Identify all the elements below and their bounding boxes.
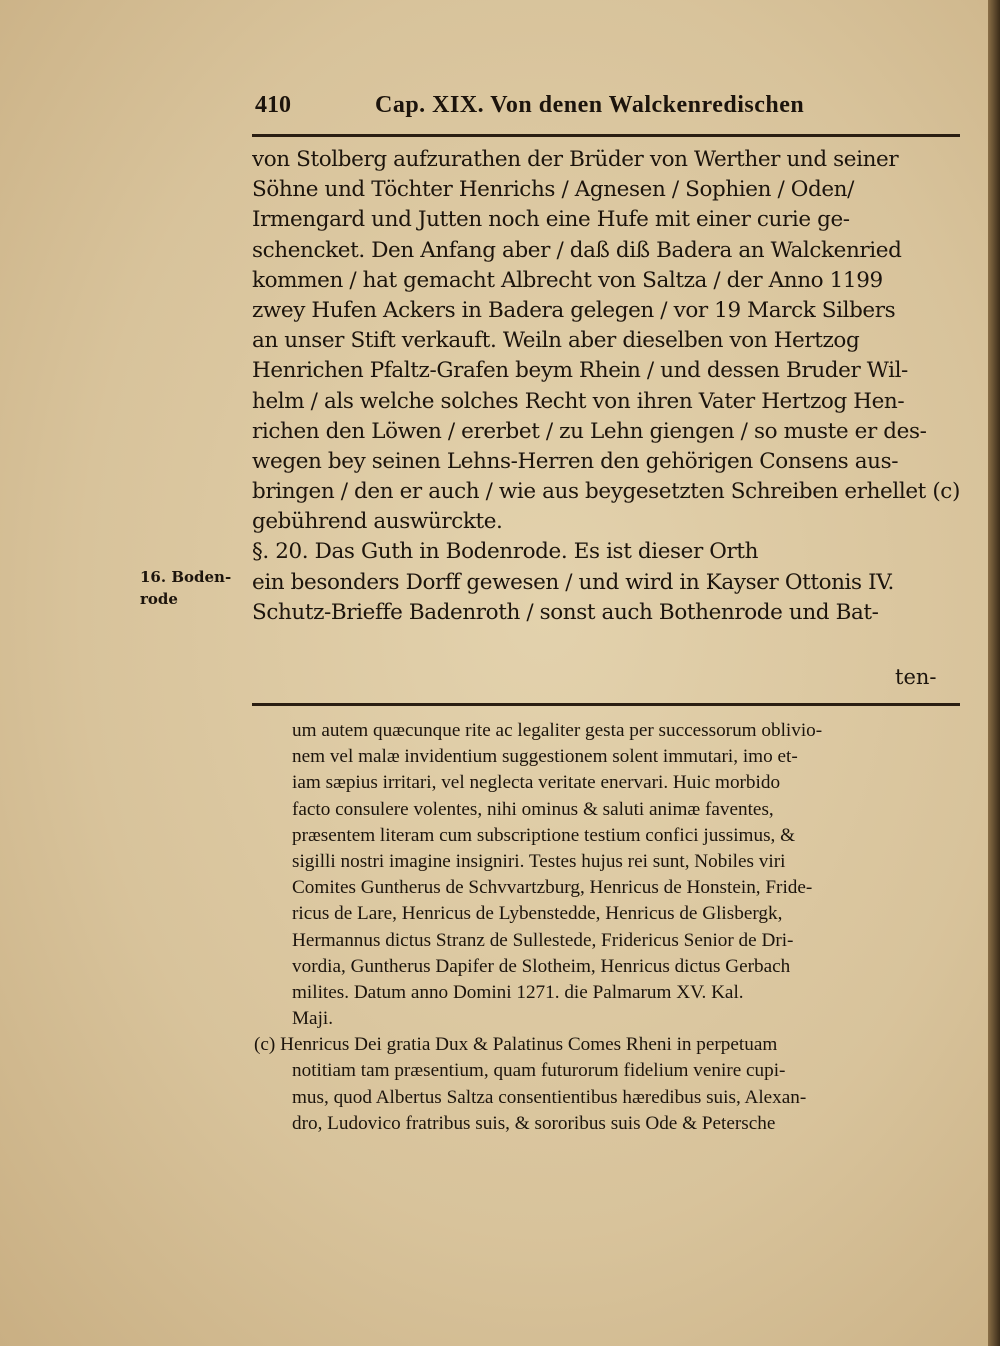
margin-note-line: 16. Boden-: [140, 568, 232, 586]
text-line: an unser Stift verkauft. Weiln aber dieselben von Hertzog: [252, 328, 860, 354]
footnote-rule: [252, 703, 960, 706]
page-number: 410: [255, 92, 291, 118]
footnotes: [254, 718, 952, 1137]
margin-note-line: rode: [140, 590, 178, 608]
footnote-line: præsentem literam cum subscriptione testium confici jussimus, &: [292, 824, 796, 846]
header-rule: [252, 134, 960, 137]
text-line: gebührend auswürckte.: [252, 509, 503, 535]
text-line: Irmengard und Jutten noch eine Hufe mit einer curie ge-: [252, 207, 850, 233]
margin-note: [140, 566, 240, 610]
footnote-line: milites. Datum anno Domini 1271. die Palmarum XV. Kal.: [292, 981, 744, 1003]
footnote-line: ricus de Lare, Henricus de Lybenstedde, Henricus de Glisbergk,: [292, 903, 783, 925]
footnote-line: sigilli nostri imagine insigniri. Testes hujus rei sunt, Nobiles viri: [292, 850, 786, 872]
text-line: wegen bey seinen Lehns-Herren den gehörigen Consens aus-: [252, 448, 899, 474]
text-line: Schutz-Brieffe Badenroth / sonst auch Bothenrode und Bat-: [252, 599, 879, 625]
text-line: von Stolberg aufzurathen der Brüder von Werther und seiner: [252, 147, 899, 172]
text-line: schencket. Den Anfang aber / daß diß Badera an Walckenried: [252, 237, 902, 263]
text-line: Söhne und Töchter Henrichs / Agnesen / Sophien / Oden/: [252, 177, 854, 203]
footnote-line: notitiam tam præsentium, quam futurorum fidelium venire cupi-: [292, 1060, 786, 1082]
text-line: Henrichen Pfaltz-Grafen beym Rhein / und dessen Bruder Wil-: [252, 358, 908, 384]
footnote-line: iam sæpius irritari, vel neglecta veritate enervari. Huic morbido: [292, 772, 781, 794]
footnote-line: Hermannus dictus Stranz de Sullestede, Fridericus Senior de Dri-: [292, 929, 794, 951]
footnote-line: (c) Henricus Dei gratia Dux & Palatinus Comes Rheni in perpetuam: [254, 1034, 778, 1056]
footnote-line: Comites Guntherus de Schvvartzburg, Henricus de Honstein, Fride-: [292, 877, 813, 899]
footnote-line: dro, Ludovico fratribus suis, & sororibus suis Ode & Petersche: [292, 1112, 776, 1134]
text-line: zwey Hufen Ackers in Badera gelegen / vor 19 Marck Silbers: [252, 297, 896, 323]
text-line: richen den Löwen / ererbet / zu Lehn giengen / so muste er des-: [252, 418, 927, 444]
text-line: §. 20. Das Guth in Bodenrode. Es ist dieser Orth: [252, 539, 759, 565]
footnote-line: Maji.: [292, 1008, 334, 1030]
footnote-line: nem vel malæ invidentium suggestionem solent immutari, imo et-: [292, 746, 798, 768]
running-header: [255, 92, 855, 126]
text-line: ein besonders Dorff gewesen / und wird in Kayser Ottonis IV.: [252, 569, 894, 595]
footnote-line: facto consulere volentes, nihi ominus & saluti animæ faventes,: [292, 798, 774, 820]
footnote-line: um autem quæcunque rite ac legaliter gesta per successorum oblivio-: [292, 720, 823, 741]
text-line: bringen / den er auch / wie aus beygesetzten Schreiben erhellet (c): [252, 479, 960, 505]
footnote-line: vordia, Guntherus Dapifer de Slotheim, Henricus dictus Gerbach: [292, 955, 791, 977]
footnote-line: mus, quod Albertus Saltza consentientibus hæredibus suis, Alexan-: [292, 1086, 807, 1108]
page-edge: [988, 0, 1000, 1346]
main-text: [252, 145, 962, 628]
catchword: ten-: [895, 665, 937, 689]
text-line: kommen / hat gemacht Albrecht von Saltza / der Anno 1199: [252, 267, 883, 293]
chapter-title: Cap. XIX. Von denen Walckenredischen: [375, 92, 805, 118]
text-line: helm / als welche solches Recht von ihren Vater Hertzog Hen-: [252, 388, 905, 414]
